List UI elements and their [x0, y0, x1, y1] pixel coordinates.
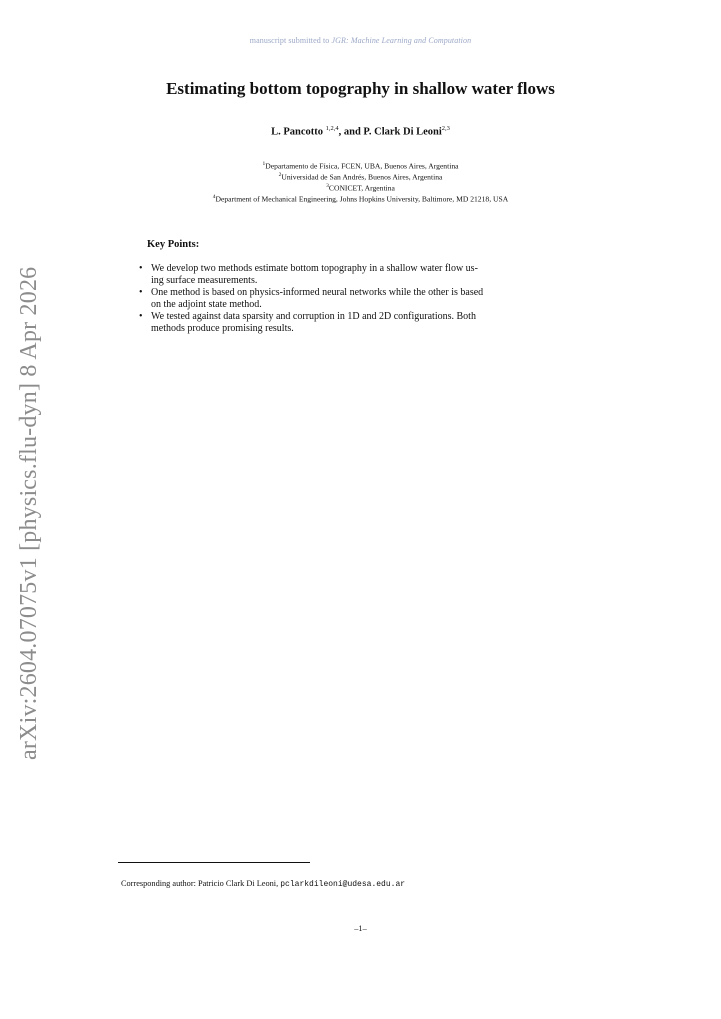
author-list: [0, 125, 721, 138]
bullet-icon: •: [139, 287, 143, 299]
key-point-line: We tested against data sparsity and corruption in 1D and 2D configurations. Both: [151, 311, 476, 323]
corresponding-author-footnote: [121, 879, 405, 889]
affiliation-number: 1: [262, 161, 266, 167]
page-number: –1–: [354, 924, 367, 933]
key-point-item: [138, 287, 592, 311]
affiliation-line: [0, 182, 721, 193]
footnote-text: Corresponding author: Patricio Clark Di Leoni,: [121, 879, 281, 888]
key-point-line: One method is based on physics-informed neural networks while the other is based: [151, 287, 484, 299]
corresponding-author-email[interactable]: pclarkdileoni@udesa.edu.ar: [280, 880, 406, 889]
author-pancotto-affiliations: 1,2,4: [325, 125, 339, 132]
header-prefix: manuscript submitted to: [249, 36, 332, 45]
affiliation-text: CONICET, Argentina: [328, 183, 395, 193]
affiliation-number: 4: [212, 194, 216, 201]
bullet-icon: •: [139, 263, 143, 274]
affiliations-block: [0, 160, 721, 205]
manuscript-header: [0, 36, 721, 45]
author-pancotto: L. Pancotto: [271, 126, 323, 138]
paper-title: Estimating bottom topography in shallow water flows: [166, 79, 555, 98]
author-clark-di-leoni-affiliations: 2,3: [441, 125, 450, 132]
journal-name: JGR: Machine Learning and Computation: [331, 36, 472, 45]
key-points-list: [138, 263, 592, 336]
affiliation-line: [0, 171, 721, 182]
arxiv-identifier-stamp: arXiv:2604.07075v1 [physics.flu-dyn] 8 Apr 2026: [16, 266, 42, 760]
key-point-item: [138, 311, 592, 335]
key-point-item: [138, 263, 592, 287]
footnote-divider: [118, 862, 310, 863]
affiliation-line: [0, 193, 721, 204]
author-separator: , and: [338, 126, 364, 138]
affiliation-number: 2: [278, 172, 282, 179]
affiliation-line: [0, 160, 721, 171]
bullet-icon: •: [139, 311, 143, 323]
key-points-heading: Key Points:: [147, 239, 200, 250]
key-point-line: on the adjoint state method.: [151, 299, 262, 311]
key-point-line: ing surface measurements.: [151, 275, 258, 287]
author-clark-di-leoni: P. Clark Di Leoni: [363, 126, 442, 138]
key-point-line: methods produce promising results.: [151, 323, 294, 335]
affiliation-text: Universidad de San Andrés, Buenos Aires, Argentina: [281, 172, 443, 182]
key-point-line: We develop two methods estimate bottom topography in a shallow water flow us-: [151, 263, 478, 274]
affiliation-text: Department of Mechanical Engineering, Johns Hopkins University, Baltimore, MD 21218, USA: [215, 194, 509, 204]
affiliation-text: Departamento de Física, FCEN, UBA, Buenos Aires, Argentina: [265, 161, 459, 171]
affiliation-number: 3: [326, 183, 329, 190]
